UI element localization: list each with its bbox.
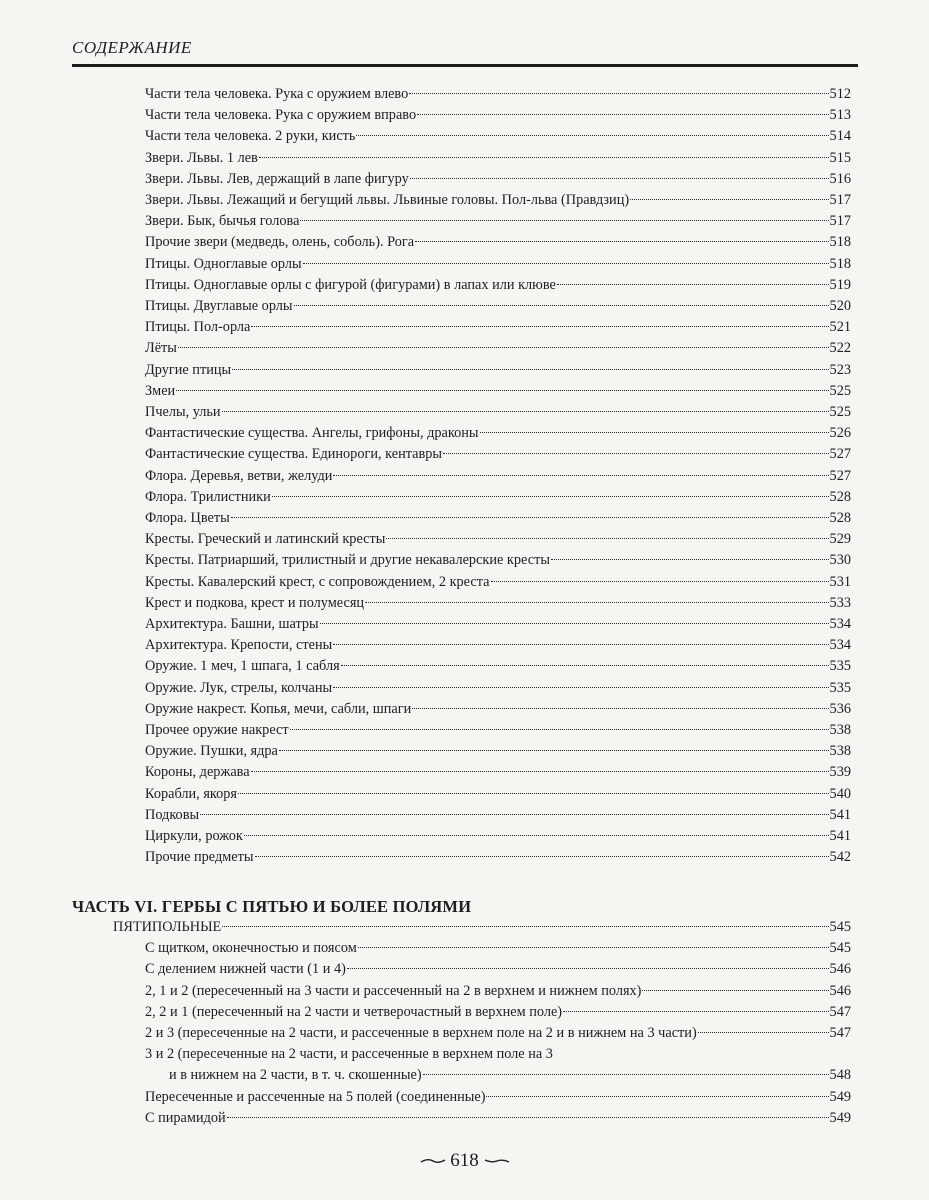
dot-leader [244,835,829,836]
toc-entry-page: 539 [829,764,851,781]
dot-leader [178,347,829,348]
toc-entry-title: Циркули, рожок [145,828,243,844]
toc-entry-title: Звери. Львы. Лежащий и бегущий львы. Львиные головы. Пол-льва (Правдзиц) [145,192,630,208]
dot-leader [480,432,829,433]
toc-entry-page: 529 [829,531,851,548]
toc-entry[interactable] [145,169,851,190]
dot-leader [251,771,829,772]
toc-entry-title: Архитектура. Крепости, стены [145,637,333,654]
dot-leader [259,157,829,158]
dot-leader [279,750,829,751]
toc-entry-page: 518 [829,255,851,272]
toc-entry[interactable] [145,572,851,593]
toc-entry-page: 514 [829,128,851,145]
toc-entry-page: 528 [829,488,851,505]
toc-entry[interactable] [145,296,851,317]
toc-entry-page: 512 [829,86,851,102]
toc-entry-page: 534 [829,616,851,632]
toc-entry[interactable] [145,360,851,381]
dot-leader [238,793,829,794]
toc-entry[interactable] [145,805,851,826]
toc-entry-page: 527 [829,467,851,484]
dot-leader [333,644,828,645]
toc-entry-page: 546 [829,961,851,978]
toc-entry[interactable] [145,656,851,677]
toc-entry-title: Части тела человека. Рука с оружием вправо [145,107,417,124]
toc-entry[interactable] [145,1108,851,1129]
toc-entry-page: 546 [829,982,851,999]
dot-leader [630,199,828,200]
toc-entry-title: Подковы [145,806,200,823]
toc-entry-page: 545 [829,940,851,957]
running-title: СОДЕРЖАНИЕ [72,38,192,57]
toc-entry-page: 540 [829,785,851,802]
toc-entry-page: 541 [829,806,851,823]
toc-entry-page: 536 [829,700,851,717]
toc-entry-title: Кресты. Кавалерский крест, с сопровождением, 2 креста [145,573,490,590]
dot-leader [227,1117,829,1118]
toc-entry-page: 549 [829,1109,851,1126]
toc-entry[interactable] [145,762,851,783]
dot-leader [486,1096,828,1097]
toc-entry-page: 547 [829,1025,851,1041]
toc-entry-title: Оружие накрест. Копья, мечи, сабли, шпаги [145,700,412,717]
toc-entry[interactable] [145,614,851,635]
dot-leader [423,1074,829,1075]
dot-leader [303,263,829,264]
dot-leader [415,241,828,242]
toc-entry-page: 518 [829,234,851,251]
toc-entry-title: Пересеченные и рассеченные на 5 полей (соединенные) [145,1088,486,1105]
toc-entry-title: Кресты. Патриарший, трилистный и другие некавалерские кресты [145,552,550,569]
dot-leader [232,369,828,370]
toc-entry-page: 526 [829,425,851,442]
toc-entry[interactable] [145,784,851,805]
left-swash-icon [420,1157,446,1165]
toc-entry-page: 527 [829,446,851,463]
toc-entry[interactable] [145,593,851,614]
right-swash-icon [484,1157,510,1165]
toc-entry-page: 548 [829,1067,851,1084]
toc-entry-title: Фантастические существа. Ангелы, грифоны, драконы [145,425,479,442]
dot-leader [294,305,829,306]
toc-entry-title: Крест и подкова, крест и полумесяц [145,594,365,611]
toc-entry-page: 535 [829,658,851,675]
toc-entry[interactable] [145,148,851,169]
toc-entry-page: 538 [829,722,851,738]
toc-entry[interactable] [145,826,851,847]
toc-entry[interactable] [145,1023,851,1044]
dot-leader [551,559,829,560]
toc-entry[interactable] [145,508,851,529]
page-number [0,1150,929,1172]
dot-leader [320,623,829,624]
dot-leader [272,496,829,497]
toc-entry-title: Короны, держава [145,764,250,781]
dot-leader [698,1032,829,1033]
toc-entry-page: 533 [829,594,851,611]
toc-entry[interactable] [145,423,851,444]
toc-entry-page: 547 [829,1003,851,1020]
toc-entry-title: Части тела человека. Рука с оружием влево [145,86,409,102]
toc-entry-title: Части тела человека. 2 руки, кисть [145,128,356,145]
toc-entry-title: Птицы. Пол-орла [145,319,251,336]
toc-entry-page: 519 [829,276,851,293]
dot-leader [200,814,828,815]
toc-entry-page: 545 [829,919,851,935]
dot-leader [333,475,828,476]
toc-entry-page: 549 [829,1088,851,1105]
dot-leader [563,1011,828,1012]
dot-leader [557,284,829,285]
toc-entry-page: 528 [829,510,851,526]
toc-entry-page: 525 [829,382,851,399]
toc-entry[interactable] [145,487,851,508]
toc-entry[interactable] [145,741,851,762]
toc-entry-title: Кресты. Греческий и латинский кресты [145,531,386,548]
dot-leader [222,411,829,412]
toc-entry-title: Оружие. Лук, стрелы, колчаны [145,679,333,696]
dot-leader [341,665,829,666]
toc-entry-page: 517 [829,192,851,208]
dot-leader [443,453,829,454]
toc-entry-page: 535 [829,679,851,696]
toc-entry[interactable] [145,699,851,720]
toc-entry-title: Птицы. Одноглавые орлы [145,255,302,272]
toc-entry-page: 517 [829,213,851,230]
toc-entry[interactable] [145,938,851,959]
toc-entry[interactable] [145,720,851,741]
dot-leader [222,926,828,927]
toc-entry-title: Оружие. Пушки, ядра [145,743,278,760]
dot-leader [409,93,828,94]
toc-entry[interactable] [145,126,851,147]
toc-entry-title: Пчелы, ульи [145,404,221,420]
toc-entry-title: Флора. Цветы [145,510,230,526]
toc-entry-title: Другие птицы [145,361,232,378]
toc-entry-title: Прочие звери (медведь, олень, соболь). Рога [145,234,415,251]
toc-entry[interactable] [145,1087,851,1108]
section-heading: ЧАСТЬ VI. ГЕРБЫ С ПЯТЬЮ И БОЛЕЕ ПОЛЯМИ [72,897,472,916]
dot-leader [300,220,828,221]
toc-entry-page: 516 [829,170,851,187]
toc-entry-page: 530 [829,552,851,569]
toc-entry-title: Прочее оружие накрест [145,722,289,738]
toc-entry-page: 522 [829,340,851,357]
toc-entry-page: 515 [829,149,851,166]
toc-entry[interactable] [113,917,851,938]
toc-entry[interactable] [145,444,851,465]
toc-entry[interactable] [145,959,851,980]
toc-entry[interactable] [145,232,851,253]
toc-entry[interactable] [145,402,851,423]
toc-entry-page: 523 [829,361,851,378]
toc-entry-title: С пирамидой [145,1109,226,1126]
toc-entry[interactable] [145,529,851,550]
toc-entry-title: Лёты [145,340,177,357]
toc-entry[interactable] [145,105,851,126]
toc-entry-page: 534 [829,637,851,654]
toc-entry-page: 538 [829,743,851,760]
toc-entry-title: Оружие. 1 меч, 1 шпага, 1 сабля [145,658,340,675]
dot-leader [347,968,829,969]
header-rule [72,64,858,67]
toc-entry-title: Звери. Бык, бычья голова [145,213,300,230]
dot-leader [333,687,828,688]
dot-leader [176,390,828,391]
toc-entry-title: Птицы. Двуглавые орлы [145,298,293,314]
toc-entry[interactable] [145,981,851,1002]
toc-entry-page: 531 [829,573,851,590]
toc-entry-title: Змеи [145,382,176,399]
dot-leader [365,602,828,603]
toc-entry-title-line1: 3 и 2 (пересеченные на 2 части, и рассеченные в верхнем поле на 3 [145,1046,553,1063]
toc-entry[interactable] [145,635,851,656]
toc-entry-title: Звери. Львы. Лев, держащий в лапе фигуру [145,170,409,187]
toc-entry[interactable] [145,211,851,232]
toc-entry-title: С щитком, оконечностью и поясом [145,940,357,957]
dot-leader [491,581,829,582]
toc-entry-title: 2, 1 и 2 (пересеченный на 3 части и рассеченный на 2 в верхнем и нижнем полях) [145,982,642,999]
toc-entry[interactable] [145,190,851,211]
toc-entry-page: 521 [829,319,851,336]
toc-entry-page: 542 [829,849,851,866]
toc-entry[interactable] [145,678,851,699]
toc-entry-title: Флора. Трилистники [145,488,271,505]
toc-entry[interactable] [145,84,851,105]
toc-entry-page: 513 [829,107,851,124]
toc-entry-page: 525 [829,404,851,420]
toc-entry-title: Звери. Львы. 1 лев [145,149,258,166]
dot-leader [356,135,828,136]
page-number-text: 618 [450,1150,479,1171]
toc-entry[interactable] [145,466,851,487]
toc-entry[interactable] [145,317,851,338]
toc-entry-title: С делением нижней части (1 и 4) [145,961,346,978]
dot-leader [290,729,829,730]
dot-leader [410,178,829,179]
toc-entry-title: 2 и 3 (пересеченные на 2 части, и рассеченные в верхнем поле на 2 и в нижнем на 3 части) [145,1025,697,1041]
toc-entry-page: 541 [829,828,851,844]
toc-entry-title: Птицы. Одноглавые орлы с фигурой (фигурами) в лапах или клюве [145,276,556,293]
toc-entry-title: Корабли, якоря [145,785,237,802]
toc-entry-title: 2, 2 и 1 (пересеченный на 2 части и четверочастный в верхнем поле) [145,1003,563,1020]
toc-entry-title: Флора. Деревья, ветви, желуди [145,467,333,484]
dot-leader [412,708,828,709]
toc-entry[interactable] [145,275,851,296]
toc-entry-title: Архитектура. Башни, шатры [145,616,319,632]
toc-entry-title: ПЯТИПОЛЬНЫЕ [113,919,222,935]
toc-entry[interactable] [169,1065,851,1086]
dot-leader [231,517,829,518]
dot-leader [642,990,828,991]
toc-entry[interactable] [145,381,851,402]
toc-entry-title: Фантастические существа. Единороги, кентавры [145,446,443,463]
toc-entry[interactable] [145,550,851,571]
toc-entry-title: Прочие предметы [145,849,254,866]
dot-leader [358,947,829,948]
dot-leader [386,538,828,539]
dot-leader [251,326,828,327]
dot-leader [417,114,828,115]
toc-entry[interactable] [145,847,851,868]
dot-leader [255,856,829,857]
toc-entry[interactable] [145,1002,851,1023]
toc-entry[interactable] [145,254,851,275]
toc-entry-page: 520 [829,298,851,314]
toc-entry-title: и в нижнем на 2 части, в т. ч. скошенные) [169,1067,422,1084]
toc-entry[interactable] [145,338,851,359]
